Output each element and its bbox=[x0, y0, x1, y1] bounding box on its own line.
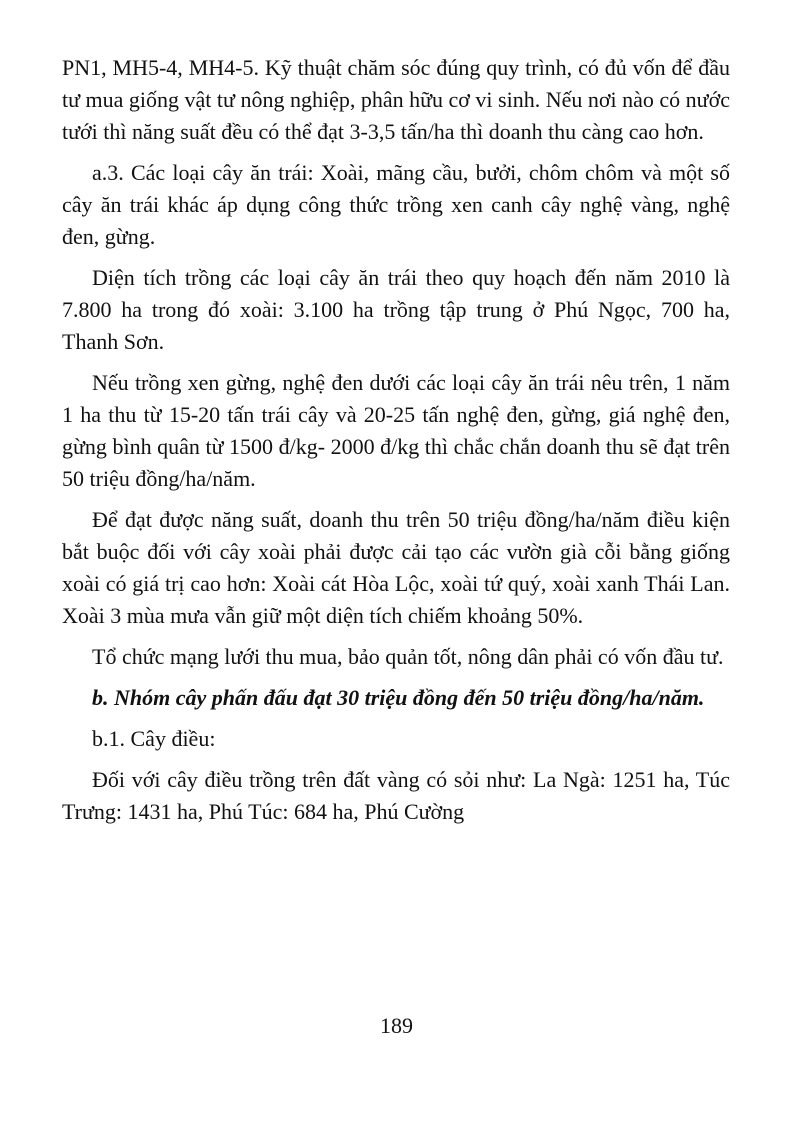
paragraph-cashew-areas: Đối với cây điều trồng trên đất vàng có sỏi như: La Ngà: 1251 ha, Túc Trưng: 1431 ha, Phú Túc: 684 ha, Phú Cường bbox=[62, 767, 730, 824]
paragraph-intercropping: Nếu trồng xen gừng, nghệ đen dưới các loại cây ăn trái nêu trên, 1 năm 1 ha thu từ 15-20 tấn trái cây và 20-25 tấn nghệ đen, gừng, giá nghệ đen, gừng bình quân từ 1500 đ/kg- 2000 đ/kg thì chắc chắn doanh thu sẽ đạt trên 50 triệu đồng/ha/năm. bbox=[62, 370, 730, 491]
subsection-heading-cashew: b.1. Cây điều: bbox=[92, 726, 216, 751]
paragraph-purchasing-network: Tổ chức mạng lưới thu mua, bảo quản tốt, nông dân phải có vốn đầu tư. bbox=[92, 644, 724, 669]
paragraph-continuation: PN1, MH5-4, MH4-5. Kỹ thuật chăm sóc đúng quy trình, có đủ vốn để đầu tư mua giống vật tư nông nghiệp, phân hữu cơ vi sinh. Nếu nơi nào có nước tưới thì năng suất đều có thể đạt 3-3,5 tấn/ha thì doanh thu càng cao hơn. bbox=[62, 55, 730, 144]
paragraph-fruit-trees: a.3. Các loại cây ăn trái: Xoài, mãng cầu, bưởi, chôm chôm và một số cây ăn trái khác áp dụng công thức trồng xen canh cây nghệ vàng, nghệ đen, gừng. bbox=[62, 160, 730, 249]
section-heading-group-b: b. Nhóm cây phấn đấu đạt 30 triệu đồng đến 50 triệu đồng/ha/năm. bbox=[92, 685, 705, 710]
paragraph-mango-conditions: Để đạt được năng suất, doanh thu trên 50 triệu đồng/ha/năm điều kiện bắt buộc đối với cây xoài phải được cải tạo các vườn già cỗi bằng giống xoài có giá trị cao hơn: Xoài cát Hòa Lộc, xoài tứ quý, xoài xanh Thái Lan. Xoài 3 mùa mưa vẫn giữ một diện tích chiếm khoảng 50%. bbox=[62, 507, 730, 628]
paragraph-planting-area: Diện tích trồng các loại cây ăn trái theo quy hoạch đến năm 2010 là 7.800 ha trong đó xoài: 3.100 ha trồng tập trung ở Phú Ngọc, 700 ha, Thanh Sơn. bbox=[62, 265, 730, 354]
page-number: 189 bbox=[380, 1013, 413, 1038]
page-body bbox=[62, 52, 730, 828]
